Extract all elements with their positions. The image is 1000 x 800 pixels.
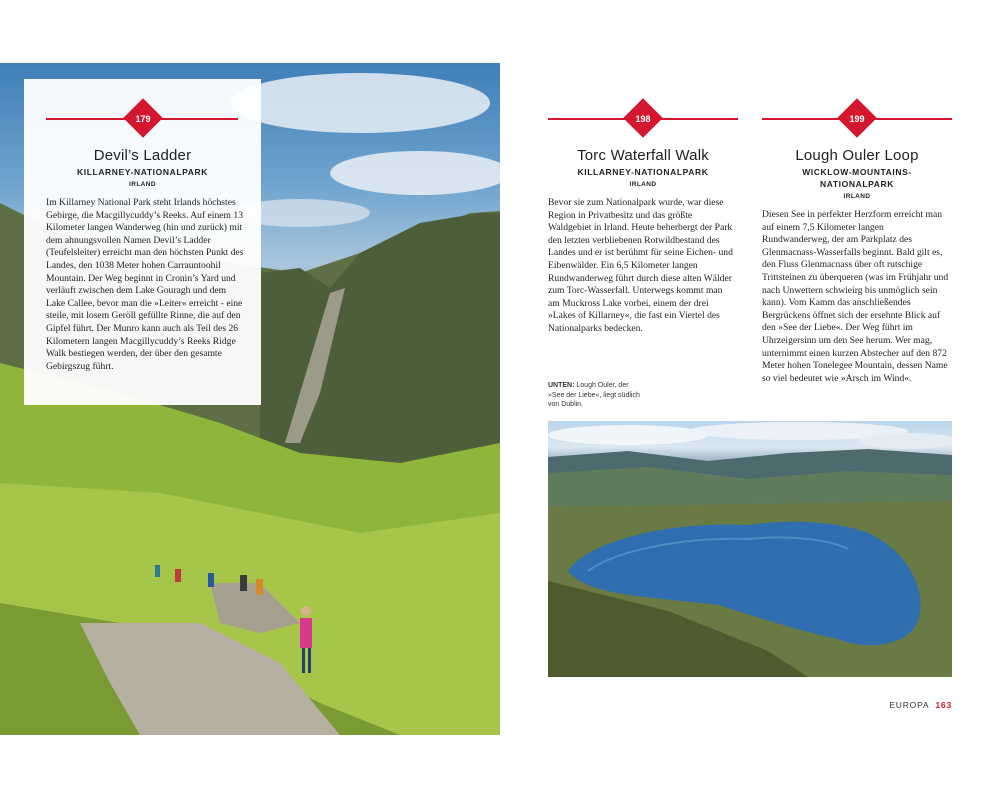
section-199-title: Lough Ouler Loop bbox=[795, 147, 919, 164]
section-198-park: KILLARNEY-NATIONALPARK bbox=[577, 167, 709, 177]
caption-line-3: von Dublin. bbox=[548, 401, 584, 408]
footer-section: EUROPA bbox=[889, 700, 930, 710]
page-footer bbox=[889, 700, 952, 710]
caption-line-2: »See der Liebe«, liegt südlich bbox=[548, 391, 640, 399]
caption-line-1: Lough Ouler, der bbox=[574, 382, 629, 389]
section-198-number: 198 bbox=[635, 114, 651, 124]
caption-label: UNTEN: bbox=[548, 382, 575, 389]
lough-ouler-lake-photo bbox=[548, 421, 952, 677]
section-199-country: IRLAND bbox=[843, 193, 871, 200]
section-179-park: KILLARNEY-NATIONALPARK bbox=[77, 167, 208, 177]
lake-illustration bbox=[548, 421, 952, 677]
section-199-number: 199 bbox=[849, 114, 865, 124]
section-198-body: Bevor sie zum Nationalpark wurde, war diese Region in Privatbesitz und das größte Waldgebiet in Irland. Heute beherbergt der Park den letzten verbliebenen Rotwildbestand des Landes und er ist berühmt für seine Eichen- und Eibenwälder. Ein 6,5 Kilometer langen Rundwanderweg führt durch diese alten Wälder zum Torc-Wasserfall. Unterwegs kommt man am Muckross Lake vorbei, einem der drei »Lakes of Killarney«, die fast ein Viertel des Nationalparks bedecken. bbox=[548, 197, 733, 334]
section-198-country: IRLAND bbox=[629, 181, 657, 188]
section-179-country: IRLAND bbox=[129, 181, 156, 188]
page-number: 163 bbox=[935, 700, 952, 710]
section-198-title: Torc Waterfall Walk bbox=[577, 147, 709, 164]
section-179-body: Im Killarney National Park steht Irlands höchstes Gebirge, die Macgillycuddy’s Reeks. Auf einem 13 Kilometer langen Wanderweg (hin und zurück) mit dem ahnungsvollen Namen Devil’s Ladder (Teufelsleiter) erreicht man den höchsten Punkt des Landes, den 1038 Meter hohen Carrauntoohil Mountain. Der Weg beginnt in Cronin’s Yard und verläuft zwischen dem Lake Gouragh und dem Lake Callee, bevor man die »Leiter« erreicht - eine steile, mit losem Geröll gefüllte Rinne, die auf den Gipfel führt. Der Munro kann auch als Teil des 26 Kilometern langen Macgillycuddy’s Reeks Ridge Walk bestiegen werden, der über den gesamte Gebirgszug führt. bbox=[46, 197, 244, 372]
section-179-title: Devil’s Ladder bbox=[93, 147, 192, 164]
section-199-park: WICKLOW-MOUNTAINS-NATIONALPARK bbox=[802, 167, 912, 189]
section-199-body: Diesen See in perfekter Herzform erreicht man auf einem 7,5 Kilometer langen Rundwanderweg, der am Parkplatz des Glenmacnass-Wasserfalls beginnt. Bald gilt es, den Fluss Glenmacnass über oft rutschige Trittsteinen zu überqueren (was im Frühjahr und nach Unwettern schwieirg bis unmöglich sein kann). Vom Kamm das anschließendes Bergrückens öffnet sich der ersehnte Blick auf den »See der Liebe«. Der Weg führt im Uhrzeigersinn um den See herum. Wer mag, unternimmt einen kurzen Abstecher auf den 872 Meter hohen Tonelegee Mountain, dessen Name so viel bedeutet wie »Arsch im Wind«. bbox=[762, 209, 949, 384]
photo-caption bbox=[548, 381, 658, 410]
section-179-number: 179 bbox=[135, 114, 151, 124]
